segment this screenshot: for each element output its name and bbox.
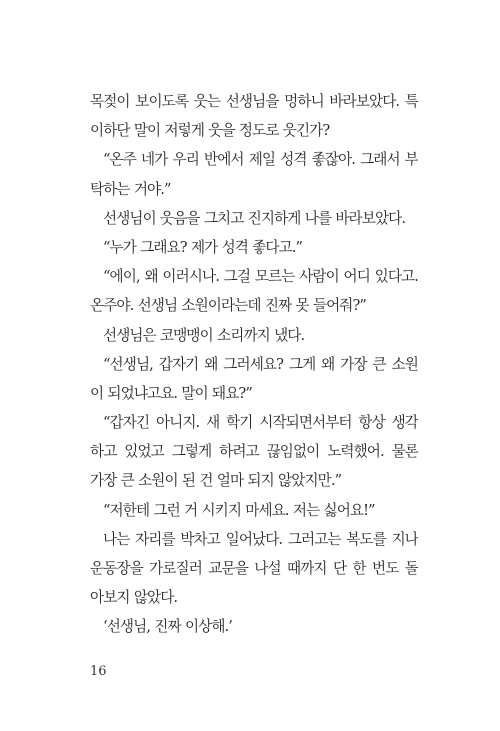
text-line: 선생님이 웃음을 그치고 진지하게 나를 바라보았다. xyxy=(103,209,406,227)
dialogue-line: “온주 네가 우리 반에서 제일 성격 좋잖아. 그래서 부 xyxy=(103,151,418,169)
text-line: 선생님은 코맹맹이 소리까지 냈다. xyxy=(103,326,305,344)
body-text xyxy=(90,87,418,642)
dialogue-line: “저한테 그런 거 시키지 마세요. 저는 싫어요!” xyxy=(103,501,375,519)
page-number: 16 xyxy=(90,664,107,679)
text-line: 이 되었냐고요. 말이 돼요?” xyxy=(90,384,252,402)
text-line: 가장 큰 소원이 된 건 얼마 되지 않았지만.” xyxy=(90,472,342,490)
text-line: 나는 자리를 박차고 일어났다. 그러고는 복도를 지나 xyxy=(103,530,418,548)
text-line: 탁하는 거야.” xyxy=(90,180,171,198)
text-line: 목젖이 보이도록 웃는 선생님을 멍하니 바라보았다. 특 xyxy=(90,93,418,110)
text-line: 운동장을 가로질러 교문을 나설 때까지 단 한 번도 돌 xyxy=(90,560,418,577)
text-line: 온주야. 선생님 소원이라는데 진짜 못 들어줘?” xyxy=(90,297,366,315)
text-line: 아보지 않았다. xyxy=(90,589,178,607)
thought-line: ‘선생님, 진짜 이상해.’ xyxy=(103,618,233,636)
dialogue-line: “누가 그래요? 제가 성격 좋다고.” xyxy=(103,238,303,256)
dialogue-line: “선생님, 갑자기 왜 그러세요? 그게 왜 가장 큰 소원 xyxy=(103,355,418,373)
dialogue-line: “에이, 왜 이러시나. 그걸 모르는 사람이 어디 있다고. xyxy=(103,268,418,286)
text-line: 이하단 말이 저렇게 웃을 정도로 웃긴가? xyxy=(90,122,330,140)
text-line: 하고 있었고 그렇게 하려고 끊임없이 노력했어. 물론 xyxy=(90,443,418,461)
dialogue-line: “갑자긴 아니지. 새 학기 시작되면서부터 항상 생각 xyxy=(103,414,418,432)
